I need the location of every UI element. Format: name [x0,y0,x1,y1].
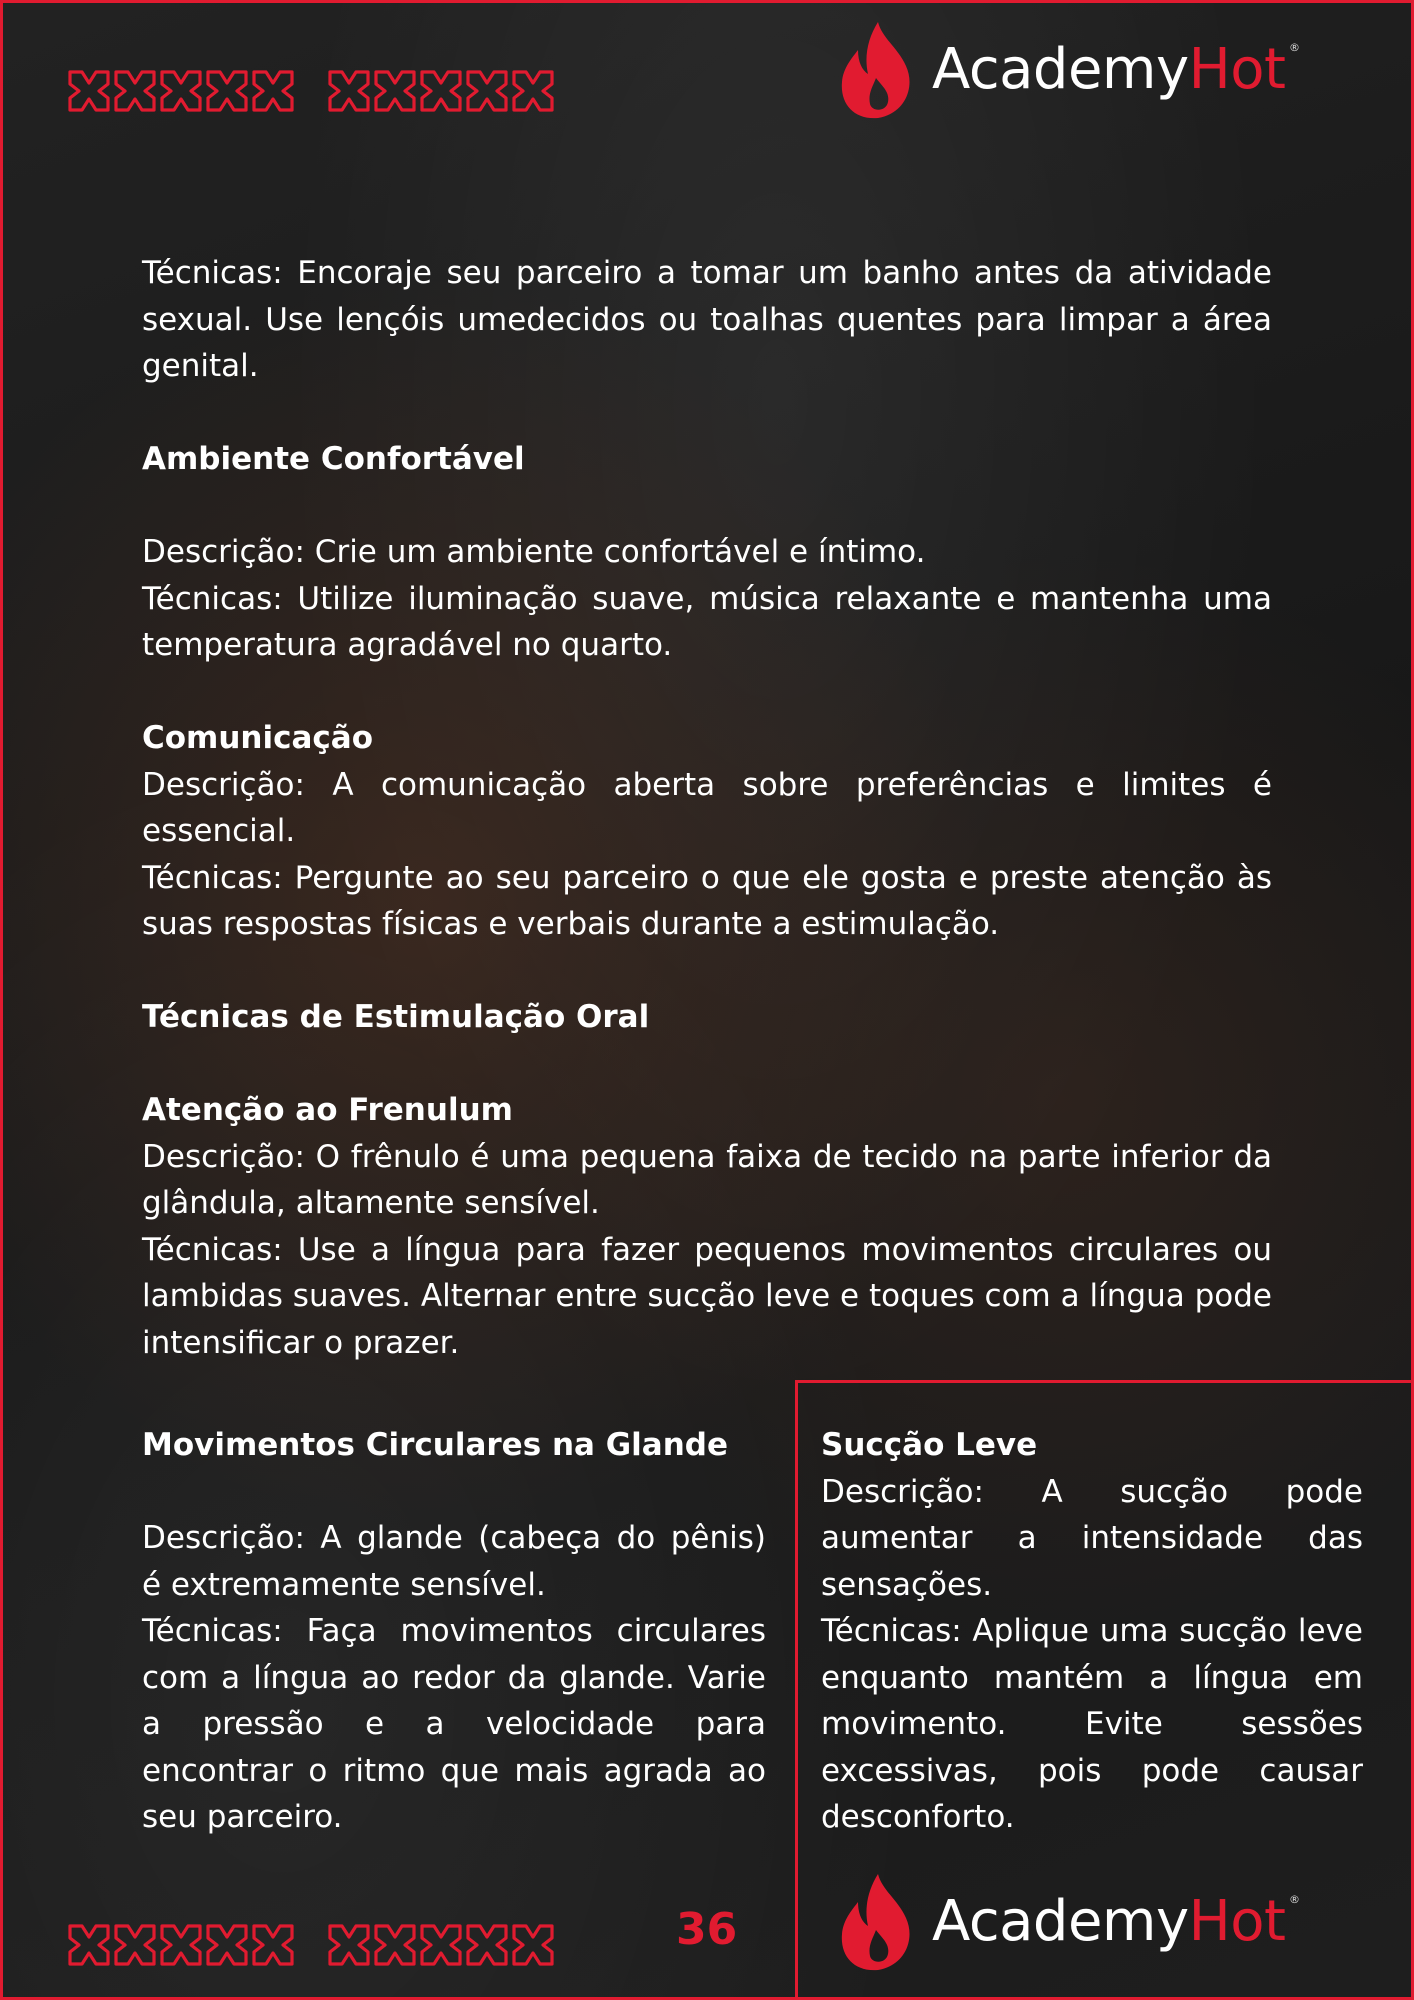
heading-ambiente: Ambiente Confortável [142,441,525,477]
brand-name-part1: Academy [932,1889,1189,1954]
paragraph-glande-tecnicas: Técnicas: Faça movimentos circulares com a língua ao redor da glande. Varie a pressão e a velocidade para encontrar o ritmo que mais agrada ao seu parceiro. [142,1613,766,1835]
registered-mark: ® [1288,41,1300,54]
x-pattern-icon [326,1924,556,1966]
brand-name-part2: Hot [1188,1889,1286,1954]
x-pattern-icon [326,70,556,112]
paragraph-ambiente-tecnicas: Técnicas: Utilize iluminação suave, música relaxante e mantenha uma temperatura agradável no quarto. [142,580,1272,663]
paragraph-succao-descricao: Descrição: A sucção pode aumentar a intensidade das sensações. [821,1473,1363,1603]
main-content [142,250,1272,1366]
x-pattern-icon [66,70,296,112]
page-number: 36 [676,1904,738,1955]
paragraph-glande-descricao: Descrição: A glande (cabeça do pênis) é extremamente sensível. [142,1520,766,1603]
registered-mark: ® [1288,1893,1300,1906]
heading-movimentos-circulares: Movimentos Circulares na Glande [142,1427,729,1463]
flame-icon [838,20,914,120]
paragraph-tecnicas-higiene: Técnicas: Encoraje seu parceiro a tomar um banho antes da atividade sexual. Use lençóis umedecidos ou toalhas quentes para limpar a área genital. [142,255,1272,384]
heading-succao-leve: Sucção Leve [821,1427,1038,1463]
heading-comunicacao: Comunicação [142,720,374,756]
decor-x-pattern-bottom [66,1924,556,1966]
decor-x-pattern-top [66,70,556,112]
left-column [142,1422,766,1841]
paragraph-frenulum-tecnicas: Técnicas: Use a língua para fazer pequenos movimentos circulares ou lambidas suaves. Alternar entre sucção leve e toques com a língua pode intensificar o prazer. [142,1231,1272,1361]
paragraph-comunicacao-descricao: Descrição: A comunicação aberta sobre preferências e limites é essencial. [142,766,1272,849]
brand-wordmark [932,1889,1300,1954]
flame-icon [838,1872,914,1972]
brand-name-part1: Academy [932,37,1189,102]
paragraph-ambiente-descricao: Descrição: Crie um ambiente confortável e íntimo. [142,534,926,570]
brand-name-part2: Hot [1188,37,1286,102]
right-column [821,1422,1363,1841]
x-pattern-icon [66,1924,296,1966]
heading-frenulum: Atenção ao Frenulum [142,1092,513,1128]
heading-tecnicas-oral: Técnicas de Estimulação Oral [142,999,650,1035]
paragraph-comunicacao-tecnicas: Técnicas: Pergunte ao seu parceiro o que ele gosta e preste atenção às suas respostas físicas e verbais durante a estimulação. [142,859,1272,942]
brand-wordmark [932,37,1300,102]
paragraph-frenulum-descricao: Descrição: O frênulo é uma pequena faixa de tecido na parte inferior da glândula, altamente sensível. [142,1138,1272,1221]
brand-logo-top [838,20,1300,120]
paragraph-succao-tecnicas: Técnicas: Aplique uma sucção leve enquanto mantém a língua em movimento. Evite sessões excessivas, pois pode causar desconforto. [821,1613,1363,1835]
brand-logo-bottom [838,1872,1300,1972]
